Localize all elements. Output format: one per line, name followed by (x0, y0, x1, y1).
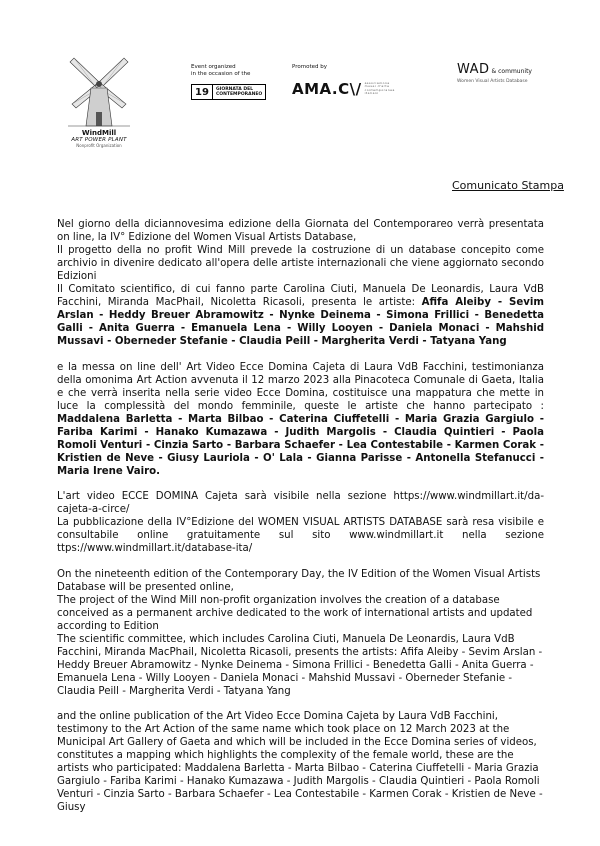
it-paragraph-3 (57, 490, 544, 555)
amaci-mark: AMA.C\/ (292, 79, 362, 98)
wad-subtitle: Women Visual Artists Database (457, 79, 528, 84)
it-p2-text: e la messa on line dell' Art Video Ecce Domina Cajeta di Laura VdB Facchini, testimonianza della omonima Art Action avvenuta il 12 marzo 2023 alla Pinacoteca Comunale di Gaeta, Italia e che verrà inserita nella serie video Ecce Domina, costituisce una mappatura che mette in luce la complessità del mondo femminile, queste le artiste che hanno partecipato : (57, 361, 544, 412)
event-text-line2: CONTEMPORANEO (216, 92, 263, 97)
windmill-tagline: Nonprofit Organization (76, 143, 122, 148)
event-caption-line2: in the occasion of the (191, 70, 251, 77)
it-artists-list: Afifa Aleiby - Sevim Arslan - Heddy Breuer Abramowitz - Nynke Deinema - Simona Frillici - Benedetta Galli - Anita Guerra - Emanuela Lena - Willy Looyen - Daniela Monaci - Mahshid Mussavi - Oberneder Stefanie - Claudia Peill - Margherita Verdi - Tatyana Yang (57, 297, 544, 347)
en-paragraph-1 (57, 568, 544, 698)
event-text-line1: GIORNATA DEL (216, 86, 254, 92)
en-p1-line1: On the nineteenth edition of the Contemporary Day, the IV Edition of the Women Visual Artists Database will be presented online, (57, 568, 541, 593)
wad-community: & community (491, 68, 532, 75)
en-p1-line2: The project of the Wind Mill non-profit organization involves the creation of a database conceived as a permanent archive dedicated to the work of international artists and updated according to Edition (57, 594, 533, 632)
wad-logo (457, 58, 567, 84)
amaci-logo (292, 80, 402, 98)
promoted-caption: Promoted by (292, 64, 327, 70)
en-p1-line3: The scientific committee, which includes Carolina Ciuti, Manuela De Leonardis, Laura VdB Facchini, Miranda MacPhail, Nicoletta Ricasoli, presents the artists: Afifa Aleiby - Sevim Arslan - Heddy Breuer Abramowitz - Nynke Deinema - Simona Frillici - Benedetta Galli - Anita Guerra - Emanuela Lena - Willy Looyen - Daniela Monaci - Mahshid Mussavi - Oberneder Stefanie - Claudia Peill - Margherita Verdi - Tatyana Yang (57, 633, 543, 697)
it-p3-line1: L'art video ECCE DOMINA Cajeta sarà visibile nella sezione https://www.windmillart.it/da-cajeta-a-circe/ (57, 491, 544, 515)
windmill-subtitle: ART POWER PLANT (71, 137, 127, 143)
it-paragraph-1 (57, 218, 544, 348)
windmill-name: WindMill (81, 129, 117, 137)
event-caption-line1: Event organized (191, 64, 236, 70)
it-p1-line3: Il Comitato scientifico, di cui fanno parte Carolina Ciuti, Manuela De Leonardis, Laura VdB Facchini, Miranda MacPhail, Nicoletta Ricasoli, presenta le artiste: (57, 284, 544, 308)
event-number: 19 (191, 84, 213, 100)
document-body (57, 218, 544, 814)
event-text (213, 84, 266, 100)
windmill-icon (66, 52, 132, 128)
giornata-logo (191, 84, 283, 100)
it-paragraph-2 (57, 361, 544, 478)
document-title: Comunicato Stampa (452, 179, 564, 192)
it-p3-line2: La pubblicazione della IV°Edizione del WOMEN VISUAL ARTISTS DATABASE sarà resa visibile e consultabile online gratuitamente sul sito www.windmillart.it nella sezione ttps://www.windmillart.it/database-ita/ (57, 517, 544, 554)
amaci-note: associazione musei d'arte contemporanea italiani (364, 80, 395, 95)
en-p2-text: and the online publication of the Art Video Ecce Domina Cajeta by Laura VdB Facchini, testimony to the Art Action of the same name which took place on 12 March 2023 at the Municipal Art Gallery of Gaeta and which will be included in the Ecce Domina series of videos, constitutes a mapping which highlights the complexity of the female world, these are the artists who participated: Maddalena Barletta - Marta Bilbao - Caterina Ciuffetelli - Maria Grazia Gargiulo - Fariba Karimi - Hanako Kumazawa - Judith Margolis - Claudia Quintieri - Paola Romoli Venturi - Cinzia Sarto - Barbara Schaefer - Lea Contestabile - Karmen Corak - Kristien de Neve - Giusy (57, 711, 543, 813)
promoted-by-block (292, 64, 402, 98)
en-paragraph-2 (57, 710, 544, 814)
event-logo-block (191, 64, 283, 100)
wad-mark: WAD (457, 62, 490, 77)
windmill-logo (56, 52, 142, 148)
it-video-artists-list: Maddalena Barletta - Marta Bilbao - Caterina Ciuffetelli - Maria Grazia Gargiulo - Fariba Karimi - Hanako Kumazawa - Judith Margolis - Claudia Quintieri - Paola Romoli Venturi - Cinzia Sarto - Barbara Schaefer - Lea Contestabile - Karmen Corak - Kristien de Neve - Giusy Lauriola - O' Lala - Gianna Parisse - Antonella Stefanucci - Maria Irene Vairo. (57, 413, 544, 477)
it-p1-line1: Nel giorno della diciannovesima edizione della Giornata del Contemporareo verrà presentata on line, la IV° Edizione del Women Visual Artists Database, (57, 219, 544, 243)
it-p1-line2: Il progetto della no profit Wind Mill prevede la costruzione di un database concepito come archivio in divenire dedicato all'opera delle artiste internazionali che viene aggiornato secondo Edizioni (57, 245, 544, 282)
